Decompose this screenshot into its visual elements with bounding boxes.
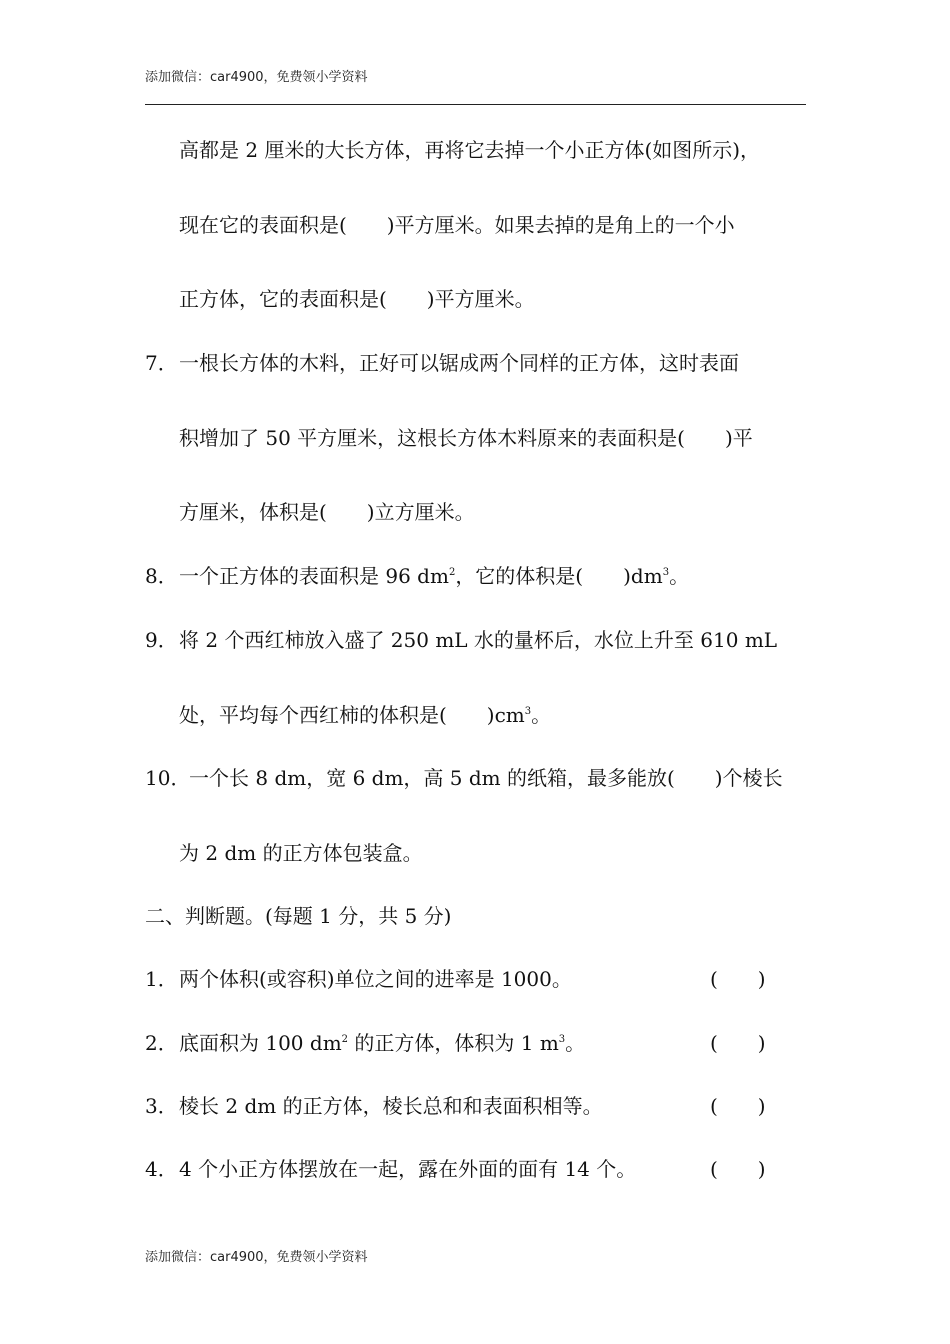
q7-line-3: 方厘米，体积是( )立方厘米。 [179,500,475,524]
judge-4-number: 4． [145,1157,178,1181]
q6-line-3: 正方体，它的表面积是( )平方厘米。 [179,287,535,311]
q6-line-2: 现在它的表面积是( )平方厘米。如果去掉的是角上的一个小 [179,213,735,237]
q8-sup-2: 3 [662,567,670,578]
q9-text-1: 处，平均每个西红柿的体积是( )cm [179,703,525,727]
judge-3-answer-blank: ( ) [710,1094,766,1118]
q10-line-1: 一个长 8 dm，宽 6 dm，高 5 dm 的纸箱，最多能放( )个棱长 [189,766,783,790]
q6-line-1: 高都是 2 厘米的大长方体，再将它去掉一个小正方体(如图所示)， [179,138,761,162]
judge-2-text-1: 底面积为 100 dm [179,1031,342,1055]
judge-4-text: 4 个小正方体摆放在一起，露在外面的面有 14 个。 [179,1157,637,1181]
judge-3-text: 棱长 2 dm 的正方体，棱长总和和表面积相等。 [179,1094,603,1118]
q9-line-1: 将 2 个西红柿放入盛了 250 mL 水的量杯后，水位上升至 610 mL [179,628,778,652]
q9-sup: 3 [524,706,532,717]
judge-3-number: 3． [145,1094,178,1118]
q9-line-2 [179,703,551,727]
q8-sup-1: 2 [448,567,456,578]
judge-2-text [179,1031,585,1055]
header-divider [145,104,806,105]
q7-line-1: 一根长方体的木料，正好可以锯成两个同样的正方体，这时表面 [179,351,739,375]
judge-2-text-3: 。 [565,1031,586,1055]
q8-text-2: ，它的体积是( )dm [455,564,663,588]
q7-line-2: 积增加了 50 平方厘米，这根长方体木料原来的表面积是( )平 [179,426,753,450]
q8-line [179,564,689,588]
page-footer: 添加微信：car4900，免费领小学资料 [145,1250,368,1265]
judge-1-text: 两个体积(或容积)单位之间的进率是 1000。 [179,967,572,991]
judge-2-sup-1: 2 [341,1034,349,1045]
section-2-title: 二、判断题。(每题 1 分，共 5 分) [145,904,452,928]
judge-1-number: 1． [145,967,178,991]
q10-number: 10． [145,766,191,790]
q9-number: 9． [145,628,178,652]
q7-number: 7． [145,351,178,375]
q8-text-1: 一个正方体的表面积是 96 dm [179,564,449,588]
q10-line-2: 为 2 dm 的正方体包装盒。 [179,841,423,865]
page-header: 添加微信：car4900，免费领小学资料 [145,70,368,85]
q9-text-2: 。 [531,703,552,727]
judge-4-answer-blank: ( ) [710,1157,766,1181]
judge-2-answer-blank: ( ) [710,1031,766,1055]
judge-2-text-2: 的正方体，体积为 1 m [348,1031,559,1055]
q8-number: 8． [145,564,178,588]
judge-2-sup-2: 3 [558,1034,566,1045]
q8-text-3: 。 [669,564,690,588]
judge-1-answer-blank: ( ) [710,967,766,991]
judge-2-number: 2． [145,1031,178,1055]
